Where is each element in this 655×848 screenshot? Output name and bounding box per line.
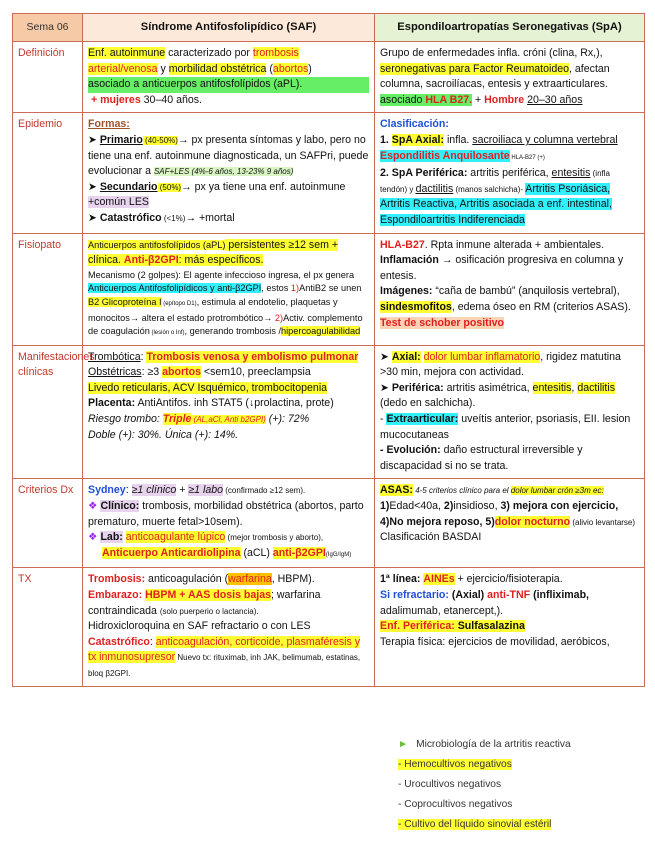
- saf-definicion: [83, 42, 375, 113]
- text: SpA Axial:: [391, 133, 444, 146]
- text: uveítis anterior, psoriasis, EII. lesion mucocutaneas: [380, 413, 631, 441]
- text: (IgG/IgM): [325, 551, 352, 558]
- text: , generando trombosis /: [184, 326, 282, 337]
- list-item: ➤ Catastrófico (<1%)→ +mortal: [88, 211, 235, 224]
- saf-criterios: [83, 479, 375, 568]
- text: Extraarticular:: [386, 413, 459, 426]
- text: (dedo en salchicha).: [380, 397, 476, 410]
- text: ≥1 clínico: [131, 484, 177, 497]
- text: + mujeres: [90, 93, 141, 106]
- text: 1): [380, 500, 390, 513]
- text: Sulfasalazina: [454, 620, 525, 633]
- text: adalimumab, etanercept,).: [380, 604, 504, 617]
- list-item: [398, 755, 571, 775]
- text: - Evolución:: [380, 444, 441, 457]
- notes-title-row: [398, 735, 571, 755]
- text: : más específicos.: [178, 254, 264, 267]
- text: (epítopo D1): [161, 300, 197, 307]
- text: Trombosis:: [88, 573, 146, 586]
- text: HLA B27.: [425, 93, 473, 106]
- text: B2 Glicoproteína I: [88, 296, 162, 307]
- text: (+): 72%: [265, 413, 310, 426]
- text: Test de schober positivo: [380, 316, 505, 329]
- text: SpA Periférica:: [391, 167, 468, 180]
- text: dactilitis: [415, 182, 454, 195]
- text: AntiB2 se unen: [299, 283, 362, 294]
- spa-epidemio: [375, 113, 645, 233]
- row-definicion: [13, 42, 645, 113]
- saf-title: Síndrome Antifosfolipídico (SAF): [83, 14, 375, 42]
- list-item: [88, 499, 369, 530]
- list-item: [380, 166, 639, 228]
- row-label: Manifestaciones clínicas: [13, 345, 83, 479]
- list-item: ➤ Primario (40-50%)→ px presenta síntomas y labo, pero no tiene una enf. autoinmune diagnosticada, un SAFPri, puede evolucionar a SAF+LES (4%-6 años, 13-23% 9 años): [88, 133, 369, 178]
- text: morbilidad obstétrica: [168, 62, 267, 75]
- saf-tx: [83, 568, 375, 686]
- note-item: - Urocultivos negativos: [398, 779, 502, 790]
- text: 2): [274, 312, 284, 323]
- text: : ≥3: [141, 366, 163, 379]
- text: <sem10, preeclampsia: [200, 366, 311, 379]
- text: Sydney: [88, 484, 126, 497]
- text: Grupo de enfermedades infla. cróni (clina, Rx,),: [380, 47, 603, 59]
- text: Activ. complemento de coagulación: [88, 312, 363, 337]
- text: Hidroxicloroquina en SAF refractario o con LES: [88, 620, 311, 633]
- text: (mejor trombosis y aborto),: [225, 533, 324, 543]
- text: y: [157, 62, 169, 75]
- spa-title: Espondiloartropatías Seronegativas (SpA): [375, 14, 645, 42]
- text: anticoagulación (: [145, 573, 229, 586]
- spa-definicion: [375, 42, 645, 113]
- text: HBPM + AAS dosis bajas: [145, 589, 272, 601]
- spa-criterios: [375, 479, 645, 568]
- text: sacroiliaca y columna vertebral: [472, 133, 618, 146]
- list-item: [380, 133, 639, 166]
- text: 4-5 criterios clínico para el: [412, 486, 511, 496]
- text: (: [266, 62, 273, 75]
- text: → px ya tiene una enf. autoinmune: [181, 180, 346, 193]
- text: Edad<40a,: [389, 500, 444, 513]
- text: AINEs: [423, 573, 455, 586]
- text: , HBPM).: [271, 573, 315, 586]
- text: +: [472, 93, 485, 106]
- text: Hombre: [484, 93, 525, 106]
- text: → px presenta síntomas y labo, pero no tiene una enf. autoinmune diagnosticada, un SAFPri, puede evolucionar a: [88, 133, 369, 178]
- text: Imágenes:: [380, 285, 433, 298]
- text: artritis asimétrica,: [443, 381, 533, 394]
- text: 3) mejora con ejercicio, 4)No mejora reposo, 5): [380, 500, 619, 528]
- text: entesitis: [532, 381, 572, 394]
- text: :: [140, 350, 147, 363]
- text: asociado a anticuerpos antifosfolípidos (aPL).: [88, 77, 369, 93]
- text: Primario: [99, 133, 143, 146]
- text: HLA-B27: [380, 238, 425, 251]
- text: insidioso,: [453, 500, 501, 513]
- text: Secundario: [99, 180, 158, 193]
- saf-fisiopato: [83, 233, 375, 345]
- text: Enf. Periférica:: [380, 620, 455, 633]
- text: daño estructural irreversible y discapacidad si no se trata.: [380, 444, 583, 472]
- text: anticoagulante lúpico: [125, 531, 226, 544]
- text: AntiAntifos. inh STAT5 (↓prolactina, prote): [135, 397, 334, 410]
- list-item: ➤ Axial: dolor lumbar inflamatorio, rigidez matutina >30 min, mejora con actividad.: [380, 350, 621, 379]
- text: warfarina: [228, 573, 272, 586]
- text: Catastrófico: [99, 211, 162, 224]
- text: → osificación progresiva en columna y entesis.: [380, 254, 624, 282]
- text: (infla tendón) y: [380, 169, 610, 194]
- comparison-table: [12, 13, 645, 687]
- text: Clínico:: [100, 500, 140, 513]
- text: sindesmofitos: [380, 300, 452, 313]
- row-label: Fisiopato: [13, 233, 83, 345]
- row-label: Definición: [13, 42, 83, 113]
- text: Anticuerpo Anticardiolipina: [102, 546, 241, 559]
- text: +común LES: [88, 196, 149, 209]
- text: , afectan columna, sacroilíacas, entesis y extraarticulares.: [380, 62, 610, 91]
- text: (Axial): [448, 589, 488, 601]
- text: dolor lumbar crón ≥3m ec:: [510, 486, 604, 496]
- text: caracterizado por: [165, 47, 253, 59]
- text: (40-50%): [142, 135, 178, 145]
- row-label: TX: [13, 568, 83, 686]
- text: Anticuerpos antifosfolípidos (aPL): [88, 239, 226, 250]
- text: Doble (+): 30%. Única (+): 14%.: [88, 428, 239, 441]
- text: abortos: [162, 366, 201, 379]
- text: + ejercicio/fisioterapia.: [454, 573, 563, 586]
- text: (manos salchicha)-: [453, 184, 526, 194]
- session-label: Sema 06: [13, 14, 83, 42]
- diamond-bullet-icon: ❖: [88, 500, 98, 513]
- text: , estimula al endotelio, plaquetas y monocitos→ altera el estado protrombótico→: [88, 296, 338, 323]
- text: persistentes ≥12 sem + clínica.: [88, 238, 339, 267]
- text: ; warfarina contraindicada: [88, 589, 321, 617]
- row-criterios: [13, 479, 645, 568]
- text: ): [308, 62, 312, 75]
- text: 2): [443, 500, 454, 513]
- text: Terapia física: ejercicios de movilidad, aeróbicos,: [380, 635, 610, 648]
- text: Anticuerpos Antifosfolipídicos y anti-β2GPI: [88, 283, 262, 294]
- text: Espondilitis Anquilosante: [380, 149, 510, 162]
- text: Embarazo:: [88, 589, 143, 601]
- text: :: [125, 484, 132, 497]
- text: trombosis, morbilidad obstétrica (abortos, parto prematuro, muerte fetal>10sem).: [88, 500, 364, 528]
- text: Trombosis venosa y embolismo pulmonar: [146, 350, 359, 363]
- triangle-bullet-icon: ►: [398, 739, 409, 750]
- text: Artritis Psoriásica, Artritis Reactiva, Artritis asociada a enf. intestinal, Espondiloartritis Indiferenciada: [380, 182, 612, 226]
- text: SAF+LES (4%-6 años, 13-23% 9 años): [153, 167, 294, 177]
- row-label: Epidemio: [13, 113, 83, 233]
- list-item: [398, 795, 571, 815]
- text: asociado: [380, 93, 426, 106]
- row-epidemio: [13, 113, 645, 233]
- text: (<1%): [161, 213, 186, 223]
- text: Nuevo tx: rituximab, inh JAK, belimumab, estatinas, bloq β2GPI.: [88, 653, 361, 678]
- text: Livedo reticularis, ACV Isquémico, trombocitopenia: [88, 381, 328, 394]
- text: 20–30 años: [527, 93, 583, 106]
- text: (AL,aCl, Anti b2GPI): [191, 415, 266, 425]
- text: Enf. autoinmune: [88, 47, 166, 59]
- text: anticoagulación, corticoide, plasmaféresis y tx inmunosupresor: [88, 635, 361, 664]
- text: (infliximab,: [530, 589, 589, 601]
- text: Mecanismo (2 golpes): El agente infeccioso ingresa, el px genera: [88, 269, 355, 280]
- text: (confirmado ≥12 sem).: [223, 486, 306, 496]
- text: 1ª línea:: [380, 573, 421, 586]
- text: Axial:: [391, 350, 421, 363]
- saf-manifestaciones: [83, 345, 375, 479]
- text: Clasificación:: [380, 118, 449, 131]
- text: Lab:: [100, 531, 123, 544]
- text: (aCL): [240, 546, 273, 559]
- list-item: ➤ Secundario (50%)→ px ya tiene una enf. autoinmune +común LES: [88, 180, 346, 209]
- text: Formas:: [88, 118, 130, 131]
- text: 30–40 años.: [140, 93, 202, 106]
- text: anti-TNF: [487, 589, 531, 601]
- row-label: Criterios Dx: [13, 479, 83, 568]
- row-tx: [13, 568, 645, 686]
- list-item: ➤ Periférica: artritis asimétrica, entesitis, dactilitis (dedo en salchicha).: [380, 381, 615, 410]
- text: (50%): [157, 182, 182, 192]
- note-item: - Coprocultivos negativos: [398, 799, 513, 810]
- note-item: - Hemocultivos negativos: [398, 759, 512, 770]
- text: “caña de bambú” (anquilosis vertebral),: [432, 285, 620, 298]
- text: trombosis arterial/venosa: [88, 47, 299, 75]
- text: , rigidez matutina >30 min, mejora con actividad.: [380, 350, 621, 379]
- list-item: [88, 530, 369, 546]
- text: seronegativas para Factor Reumatoideo: [380, 62, 570, 75]
- text: Placenta:: [88, 397, 136, 410]
- text: Obstétricas: [88, 366, 142, 379]
- list-item: [398, 815, 571, 835]
- notes-panel: [398, 735, 571, 835]
- text: dolor lumbar inflamatorio: [423, 350, 541, 363]
- text: , estos: [261, 283, 291, 294]
- text: Triple: [162, 413, 192, 426]
- text: , edema óseo en RM (criterios ASAS).: [451, 300, 631, 313]
- text: (lesión o Inf): [149, 330, 185, 337]
- row-fisiopato: [13, 233, 645, 345]
- list-item: [398, 775, 571, 795]
- notes-title: Microbiología de la artritis reactiva: [416, 739, 571, 750]
- text: 1.: [380, 133, 389, 146]
- text: dactilitis: [577, 381, 615, 394]
- text: ASAS:: [380, 484, 413, 497]
- text: HLA-B27 (+): [509, 154, 545, 161]
- text: Periférica:: [391, 381, 444, 394]
- text: Trombótica: [88, 350, 141, 363]
- text: Clasificación BASDAI: [380, 531, 482, 544]
- header-row: [13, 14, 645, 42]
- text: Si refractario:: [380, 589, 449, 601]
- text: ≥1 labo: [188, 484, 224, 497]
- text: artritis periférica,: [467, 167, 552, 180]
- text: (alivio levantarse): [570, 517, 636, 527]
- text: . Rpta inmune alterada + ambientales.: [424, 238, 605, 251]
- diamond-bullet-icon: ❖: [88, 531, 98, 544]
- spa-fisiopato: [375, 233, 645, 345]
- text: abortos: [272, 62, 309, 75]
- text: anti-β2GPI: [272, 546, 326, 559]
- saf-epidemio: [83, 113, 375, 233]
- text: Riesgo trombo:: [88, 413, 163, 426]
- text: → +mortal: [185, 211, 235, 224]
- text: -: [380, 413, 387, 426]
- row-manifestaciones: [13, 345, 645, 479]
- spa-manifestaciones: [375, 345, 645, 479]
- text: ,: [571, 381, 578, 394]
- note-item: - Cultivo del líquido sinovial estéril: [398, 819, 552, 830]
- text: Catastrófico: [88, 635, 150, 648]
- text: Anti-β2GPI: [123, 254, 179, 267]
- spa-tx: [375, 568, 645, 686]
- text: 2.: [380, 167, 389, 180]
- text: 1): [290, 283, 300, 294]
- text: entesitis: [551, 167, 591, 180]
- text: +: [176, 484, 189, 497]
- text: Inflamación: [380, 254, 439, 267]
- text: :: [149, 635, 156, 648]
- text: (solo puerperio o lactancia).: [159, 606, 259, 616]
- text: hipercoagulabilidad: [281, 326, 361, 337]
- text: infla.: [444, 133, 473, 146]
- text: dolor nocturno: [494, 515, 571, 528]
